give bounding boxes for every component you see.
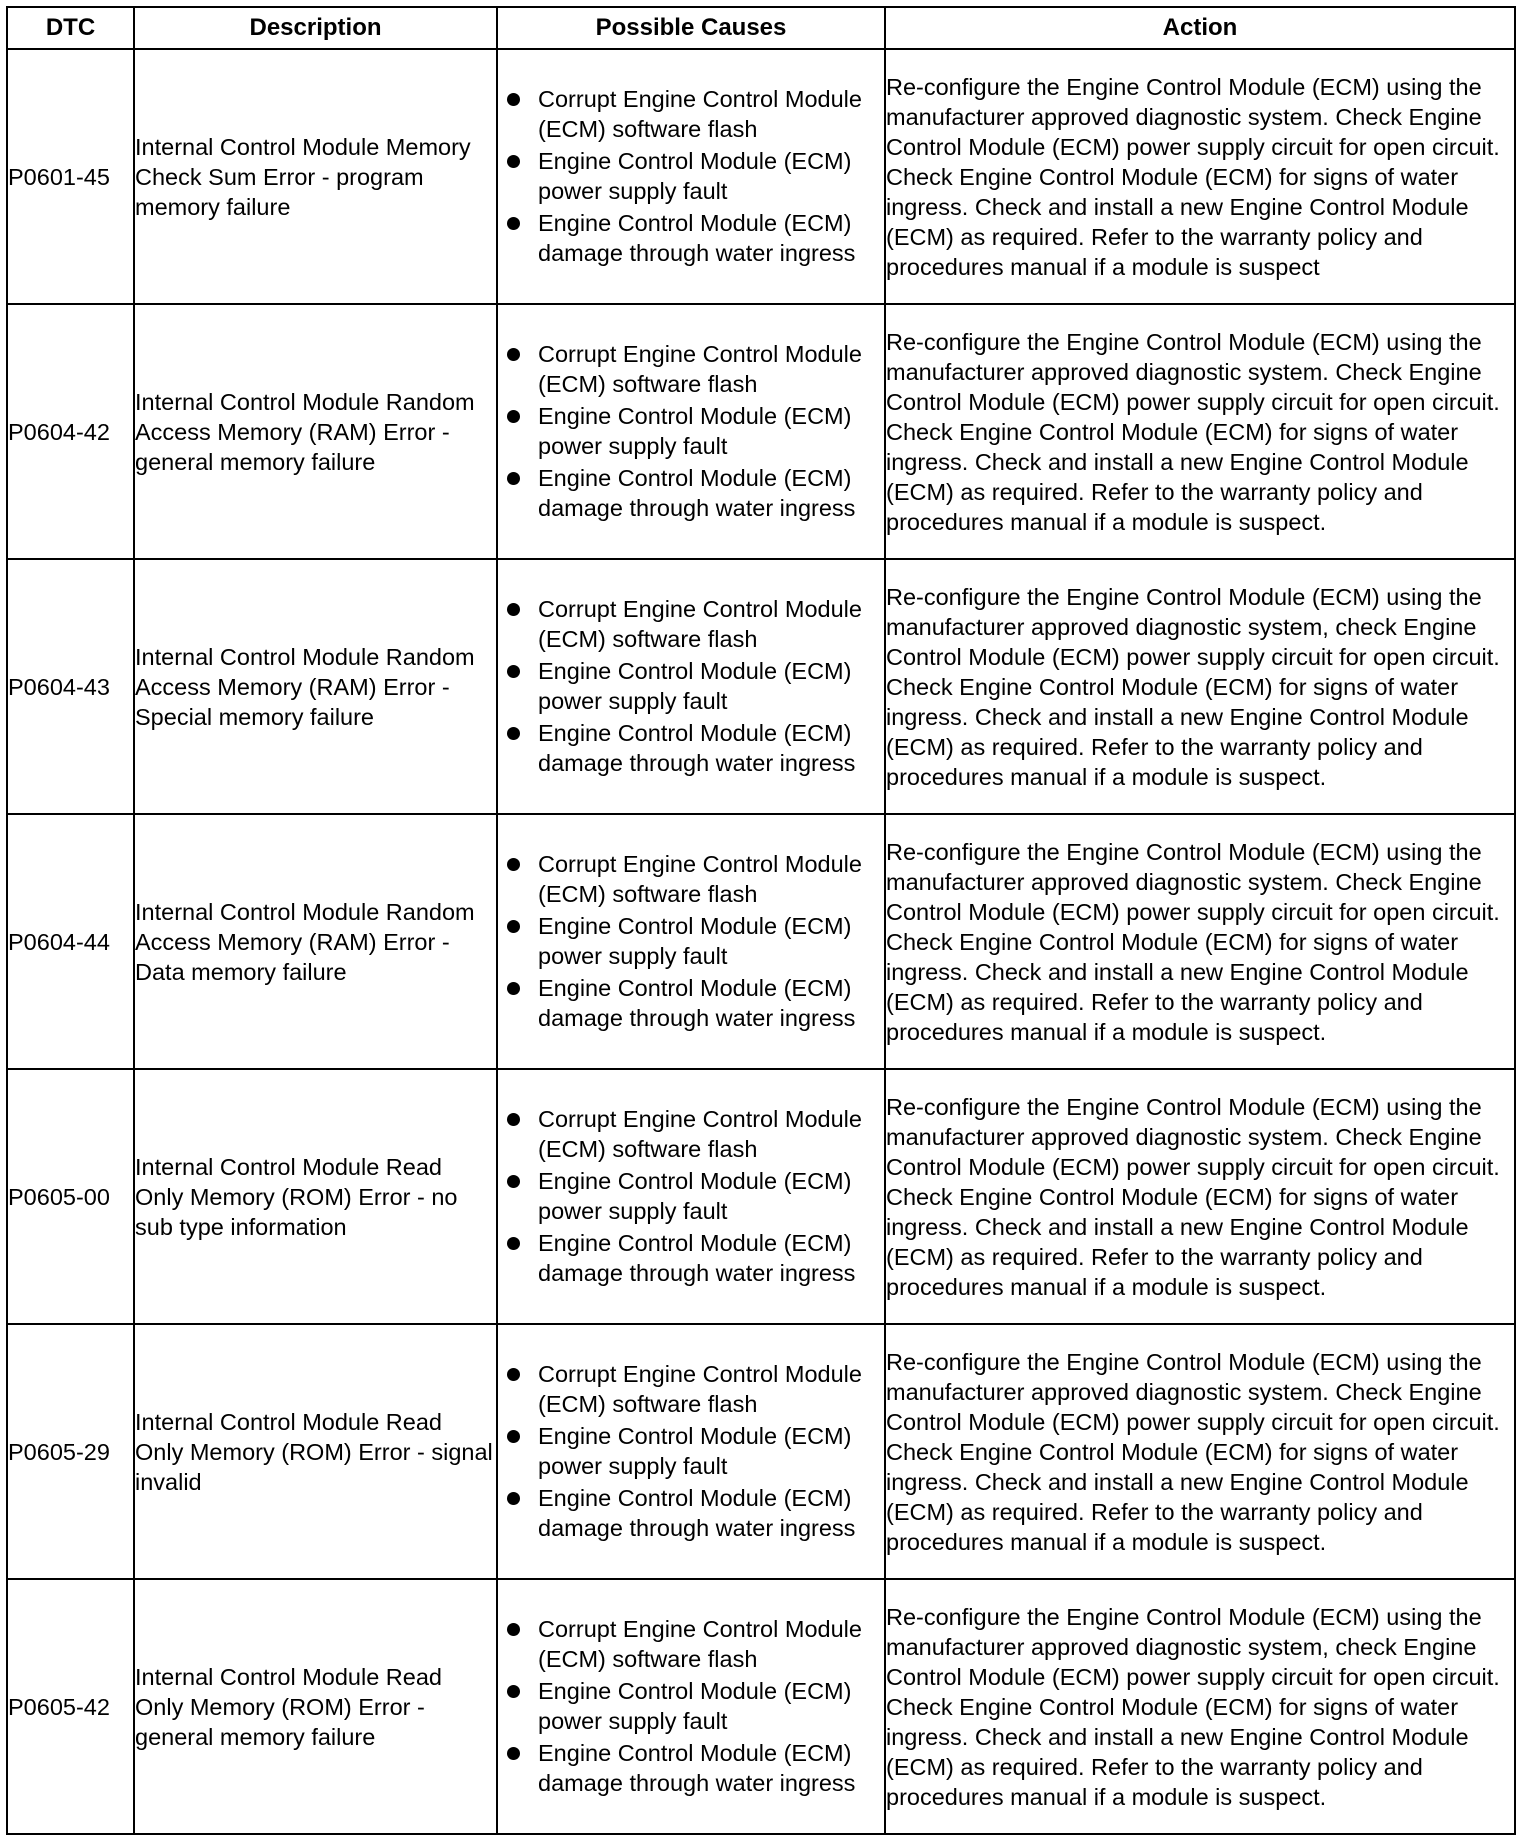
bullet-icon bbox=[507, 348, 520, 361]
bullet-icon bbox=[507, 472, 520, 485]
possible-causes-cell bbox=[497, 559, 885, 814]
cause-item bbox=[498, 401, 884, 461]
causes-list bbox=[498, 594, 884, 778]
cause-item bbox=[498, 1676, 884, 1736]
possible-causes-cell bbox=[497, 814, 885, 1069]
cause-text: Engine Control Module (ECM) damage through water ingress bbox=[538, 209, 856, 266]
table-body bbox=[7, 49, 1515, 1834]
description-cell: Internal Control Module Read Only Memory (ROM) Error - signal invalid bbox=[134, 1324, 497, 1579]
cause-text: Engine Control Module (ECM) power supply fault bbox=[538, 1167, 852, 1224]
bullet-icon bbox=[507, 603, 520, 616]
table-row bbox=[7, 559, 1515, 814]
description-cell: Internal Control Module Read Only Memory (ROM) Error - general memory failure bbox=[134, 1579, 497, 1834]
cause-text: Engine Control Module (ECM) damage through water ingress bbox=[538, 464, 856, 521]
bullet-icon bbox=[507, 1368, 520, 1381]
bullet-icon bbox=[507, 1747, 520, 1760]
bullet-icon bbox=[507, 1175, 520, 1188]
possible-causes-cell bbox=[497, 1579, 885, 1834]
possible-causes-cell bbox=[497, 1324, 885, 1579]
cause-text: Engine Control Module (ECM) damage through water ingress bbox=[538, 1229, 856, 1286]
description-cell: Internal Control Module Random Access Memory (RAM) Error - Data memory failure bbox=[134, 814, 497, 1069]
bullet-icon bbox=[507, 217, 520, 230]
causes-list bbox=[498, 849, 884, 1033]
cause-item bbox=[498, 463, 884, 523]
dtc-code-cell: P0605-29 bbox=[7, 1324, 134, 1579]
bullet-icon bbox=[507, 1237, 520, 1250]
action-text: Re-configure the Engine Control Module (ECM) using the manufacturer approved diagnostic system, check Engine Control Module (ECM) power supply circuit for open circuit. Check Engine Control Module (ECM) for signs of water ingress. Check and install a new Engine Control Module (ECM) as required. Refer to the warranty policy and procedures manual if a module is suspect. bbox=[886, 1603, 1500, 1810]
cause-item bbox=[498, 146, 884, 206]
cause-item bbox=[498, 1359, 884, 1419]
causes-list bbox=[498, 1614, 884, 1798]
description-cell: Internal Control Module Memory Check Sum Error - program memory failure bbox=[134, 49, 497, 304]
cause-text: Corrupt Engine Control Module (ECM) software flash bbox=[538, 340, 862, 397]
cause-text: Engine Control Module (ECM) power supply fault bbox=[538, 657, 852, 714]
dtc-code-cell: P0604-43 bbox=[7, 559, 134, 814]
cause-item bbox=[498, 339, 884, 399]
cause-item bbox=[498, 849, 884, 909]
causes-list bbox=[498, 1359, 884, 1543]
cause-text: Engine Control Module (ECM) damage through water ingress bbox=[538, 974, 856, 1031]
bullet-icon bbox=[507, 920, 520, 933]
cause-text: Corrupt Engine Control Module (ECM) software flash bbox=[538, 1615, 862, 1672]
bullet-icon bbox=[507, 665, 520, 678]
cause-item bbox=[498, 1738, 884, 1798]
cause-text: Engine Control Module (ECM) damage through water ingress bbox=[538, 1484, 856, 1541]
action-text: Re-configure the Engine Control Module (ECM) using the manufacturer approved diagnostic system. Check Engine Control Module (ECM) power supply circuit for open circuit. Check Engine Control Module (ECM) for signs of water ingress. Check and install a new Engine Control Module (ECM) as required. Refer to the warranty policy and procedures manual if a module is suspect. bbox=[886, 1093, 1500, 1300]
header-description: Description bbox=[134, 7, 497, 49]
action-cell bbox=[885, 1324, 1515, 1579]
cause-item bbox=[498, 1483, 884, 1543]
table-row bbox=[7, 304, 1515, 559]
cause-text: Engine Control Module (ECM) damage through water ingress bbox=[538, 1739, 856, 1796]
header-action: Action bbox=[885, 7, 1515, 49]
action-text: Re-configure the Engine Control Module (ECM) using the manufacturer approved diagnostic system. Check Engine Control Module (ECM) power supply circuit for open circuit. Check Engine Control Module (ECM) for signs of water ingress. Check and install a new Engine Control Module (ECM) as required. Refer to the warranty policy and procedures manual if a module is suspect bbox=[886, 73, 1500, 280]
cause-item bbox=[498, 1614, 884, 1674]
possible-causes-cell bbox=[497, 304, 885, 559]
cause-text: Engine Control Module (ECM) damage through water ingress bbox=[538, 719, 856, 776]
action-cell bbox=[885, 1579, 1515, 1834]
action-cell bbox=[885, 559, 1515, 814]
causes-list bbox=[498, 339, 884, 523]
dtc-code-cell: P0604-42 bbox=[7, 304, 134, 559]
dtc-code-cell: P0605-42 bbox=[7, 1579, 134, 1834]
action-cell bbox=[885, 814, 1515, 1069]
table-row bbox=[7, 1069, 1515, 1324]
description-cell: Internal Control Module Read Only Memory (ROM) Error - no sub type information bbox=[134, 1069, 497, 1324]
action-text: Re-configure the Engine Control Module (ECM) using the manufacturer approved diagnostic system, check Engine Control Module (ECM) power supply circuit for open circuit. Check Engine Control Module (ECM) for signs of water ingress. Check and install a new Engine Control Module (ECM) as required. Refer to the warranty policy and procedures manual if a module is suspect. bbox=[886, 583, 1500, 790]
table-row bbox=[7, 49, 1515, 304]
possible-causes-cell bbox=[497, 49, 885, 304]
causes-list bbox=[498, 84, 884, 268]
header-possible-causes: Possible Causes bbox=[497, 7, 885, 49]
dtc-code-cell: P0604-44 bbox=[7, 814, 134, 1069]
cause-text: Engine Control Module (ECM) power supply fault bbox=[538, 1677, 852, 1734]
document-sheet bbox=[6, 6, 1514, 1816]
cause-item bbox=[498, 208, 884, 268]
bullet-icon bbox=[507, 93, 520, 106]
cause-item bbox=[498, 594, 884, 654]
cause-item bbox=[498, 1166, 884, 1226]
action-cell bbox=[885, 304, 1515, 559]
bullet-icon bbox=[507, 1113, 520, 1126]
bullet-icon bbox=[507, 410, 520, 423]
dtc-table bbox=[6, 6, 1516, 1835]
cause-text: Engine Control Module (ECM) power supply fault bbox=[538, 1422, 852, 1479]
cause-text: Corrupt Engine Control Module (ECM) software flash bbox=[538, 595, 862, 652]
bullet-icon bbox=[507, 1430, 520, 1443]
cause-item bbox=[498, 718, 884, 778]
cause-item bbox=[498, 973, 884, 1033]
cause-text: Corrupt Engine Control Module (ECM) software flash bbox=[538, 1105, 862, 1162]
table-row bbox=[7, 814, 1515, 1069]
dtc-code-cell: P0601-45 bbox=[7, 49, 134, 304]
table-row bbox=[7, 1579, 1515, 1834]
description-cell: Internal Control Module Random Access Memory (RAM) Error - general memory failure bbox=[134, 304, 497, 559]
cause-text: Engine Control Module (ECM) power supply fault bbox=[538, 147, 852, 204]
bullet-icon bbox=[507, 982, 520, 995]
cause-text: Engine Control Module (ECM) power supply fault bbox=[538, 912, 852, 969]
bullet-icon bbox=[507, 155, 520, 168]
cause-item bbox=[498, 911, 884, 971]
cause-item bbox=[498, 84, 884, 144]
possible-causes-cell bbox=[497, 1069, 885, 1324]
bullet-icon bbox=[507, 1492, 520, 1505]
table-header-row bbox=[7, 7, 1515, 49]
bullet-icon bbox=[507, 1685, 520, 1698]
action-cell bbox=[885, 49, 1515, 304]
cause-item bbox=[498, 1228, 884, 1288]
causes-list bbox=[498, 1104, 884, 1288]
bullet-icon bbox=[507, 1623, 520, 1636]
table-row bbox=[7, 1324, 1515, 1579]
action-text: Re-configure the Engine Control Module (ECM) using the manufacturer approved diagnostic system. Check Engine Control Module (ECM) power supply circuit for open circuit. Check Engine Control Module (ECM) for signs of water ingress. Check and install a new Engine Control Module (ECM) as required. Refer to the warranty policy and procedures manual if a module is suspect. bbox=[886, 1348, 1500, 1555]
cause-item bbox=[498, 1421, 884, 1481]
cause-text: Corrupt Engine Control Module (ECM) software flash bbox=[538, 85, 862, 142]
cause-item bbox=[498, 1104, 884, 1164]
cause-text: Corrupt Engine Control Module (ECM) software flash bbox=[538, 1360, 862, 1417]
cause-text: Engine Control Module (ECM) power supply fault bbox=[538, 402, 852, 459]
action-text: Re-configure the Engine Control Module (ECM) using the manufacturer approved diagnostic system. Check Engine Control Module (ECM) power supply circuit for open circuit. Check Engine Control Module (ECM) for signs of water ingress. Check and install a new Engine Control Module (ECM) as required. Refer to the warranty policy and procedures manual if a module is suspect. bbox=[886, 838, 1500, 1045]
header-dtc: DTC bbox=[7, 7, 134, 49]
description-cell: Internal Control Module Random Access Memory (RAM) Error - Special memory failure bbox=[134, 559, 497, 814]
bullet-icon bbox=[507, 858, 520, 871]
dtc-code-cell: P0605-00 bbox=[7, 1069, 134, 1324]
bullet-icon bbox=[507, 727, 520, 740]
action-cell bbox=[885, 1069, 1515, 1324]
cause-item bbox=[498, 656, 884, 716]
cause-text: Corrupt Engine Control Module (ECM) software flash bbox=[538, 850, 862, 907]
action-text: Re-configure the Engine Control Module (ECM) using the manufacturer approved diagnostic system. Check Engine Control Module (ECM) power supply circuit for open circuit. Check Engine Control Module (ECM) for signs of water ingress. Check and install a new Engine Control Module (ECM) as required. Refer to the warranty policy and procedures manual if a module is suspect. bbox=[886, 328, 1500, 535]
